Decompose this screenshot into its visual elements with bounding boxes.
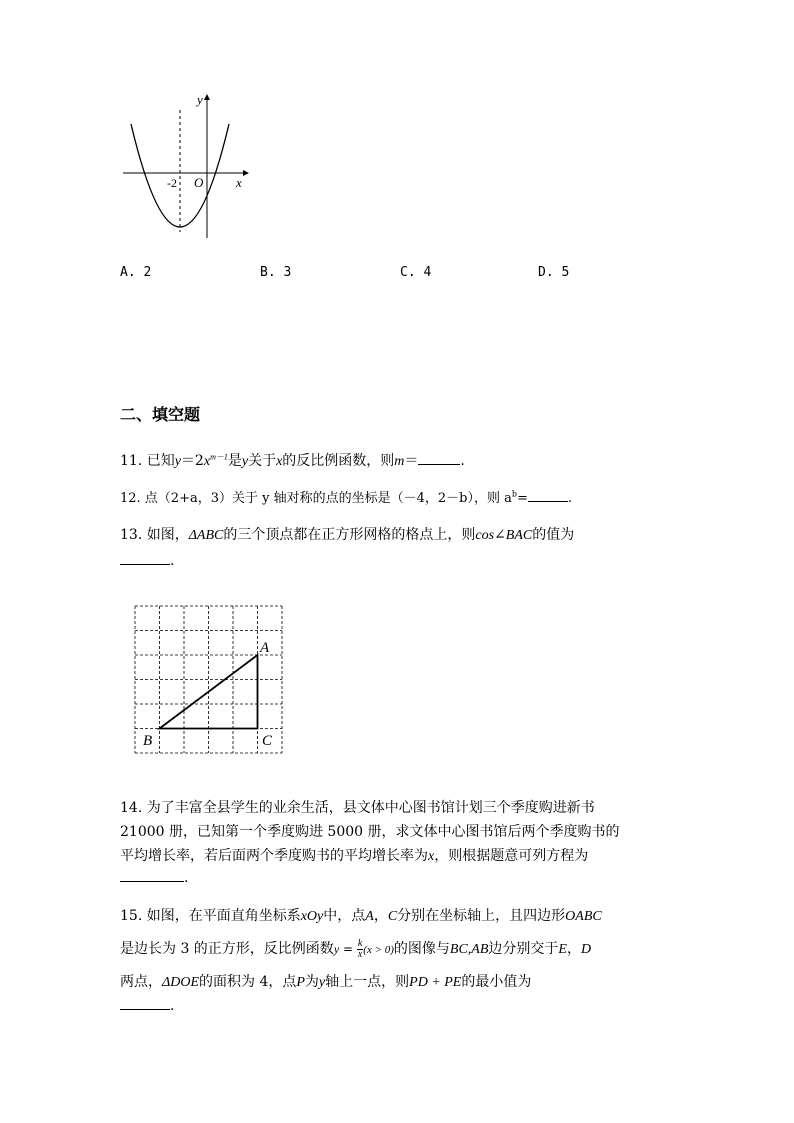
- q15-doe: ΔDOE: [162, 975, 199, 990]
- option-d: D. 5: [538, 265, 570, 280]
- q14-x: x: [428, 849, 435, 864]
- q11-mid2: 关于: [248, 453, 277, 469]
- question-13: [120, 524, 574, 544]
- q15-point-p: P: [296, 975, 305, 990]
- q12-sup: b: [511, 489, 517, 499]
- q15-l2c: 边分别交于: [488, 941, 559, 957]
- q11-mid: 是: [227, 453, 242, 469]
- q15-l1a: 15. 如图，在平面直角坐标系: [120, 908, 301, 924]
- q12-answer-blank[interactable]: [528, 489, 568, 502]
- q15-l2a: 是边长为 3 的正方形，反比例函数: [120, 941, 334, 957]
- q11-eq: ＝: [404, 453, 419, 469]
- grid-figure: [128, 600, 288, 756]
- q11-end: .: [460, 453, 465, 469]
- parabola-curve: [131, 124, 229, 227]
- q12-eq: =: [516, 491, 528, 506]
- q11-mid3: 的反比例函数，则: [282, 453, 395, 469]
- q15-point-d: D: [580, 942, 592, 957]
- q15-l3a: 两点，: [120, 974, 162, 990]
- q13-triangle: ΔABC: [188, 528, 224, 543]
- q15-l2b: 的图像与: [393, 941, 450, 957]
- q15-oabc: OABC: [565, 909, 602, 924]
- question-15-line3: [120, 971, 531, 991]
- question-14-line4: [120, 869, 188, 886]
- q15-bcab: BC,AB: [449, 942, 489, 957]
- question-12: [120, 487, 572, 506]
- q11-formula-eq: ＝2: [180, 453, 204, 469]
- question-15-line4: [120, 997, 174, 1014]
- q11-x: x: [276, 454, 283, 469]
- q15-point-a: A: [365, 909, 374, 924]
- q15-l3b: 的面积为 4，点: [199, 974, 297, 990]
- question-14-line1: 14. 为了丰富全县学生的业余生活，县文体中心图书馆计划三个季度购进新书: [120, 800, 595, 816]
- section-heading: 二、填空题: [120, 405, 201, 424]
- question-15-line1: [120, 905, 602, 925]
- option-c: C. 4: [400, 265, 432, 280]
- q11-m: m: [394, 454, 405, 469]
- q15-func-eq: =: [339, 942, 357, 956]
- q15-func-k: k: [357, 937, 363, 949]
- origin-label: O: [194, 175, 204, 190]
- q12-end: .: [567, 491, 573, 506]
- q13-end: 的值为: [532, 527, 575, 543]
- q11-formula-var: x: [203, 454, 211, 469]
- q15-comma1: ，: [373, 908, 388, 924]
- q13-prefix: 13. 如图，: [120, 527, 189, 543]
- question-13-line2: [120, 552, 174, 569]
- q14-line3a: 平均增长率，若后面两个季度购书的平均增长率为: [120, 848, 428, 864]
- q15-l3e: 的最小值为: [461, 974, 532, 990]
- q11-y: y: [241, 454, 249, 469]
- q15-comma2: ，: [566, 941, 581, 957]
- q15-func-cond: (x > 0): [363, 944, 394, 956]
- grid-lines: [135, 606, 282, 753]
- y-axis-arrow: [204, 94, 210, 100]
- q11-formula-lhs: y: [174, 454, 181, 469]
- x-axis-label: x: [236, 175, 242, 190]
- q13-answer-blank[interactable]: [120, 552, 170, 565]
- q15-xoy: xOy: [300, 909, 324, 924]
- parabola-figure: [115, 90, 255, 245]
- q12-text: 12. 点（2+a，3）关于 y 轴对称的点的坐标是（－4，2－b），则 a: [120, 491, 512, 506]
- q15-l3c: 为: [304, 974, 319, 990]
- x-axis-arrow: [243, 170, 249, 176]
- q15-l1c: 分别在坐标轴上，且四边形: [397, 908, 566, 924]
- tick-label: -2: [167, 176, 177, 190]
- q14-answer-blank[interactable]: [120, 869, 184, 882]
- option-a: A. 2: [120, 265, 152, 280]
- q14-end: .: [184, 870, 189, 886]
- q11-answer-blank[interactable]: [418, 452, 460, 465]
- question-14-line2: 21000 册，已知第一个季度购进 5000 册，求文体中心图书馆后两个季度购书的: [120, 824, 620, 840]
- option-b: B. 3: [260, 265, 292, 280]
- q13-end2: .: [170, 553, 175, 569]
- q14-line3b: ，则根据题意可列方程为: [434, 848, 589, 864]
- question-15-line2: [120, 938, 591, 960]
- q15-l3d: 轴上一点，则: [325, 974, 410, 990]
- q15-answer-blank[interactable]: [120, 997, 170, 1010]
- q11-prefix: 11. 已知: [120, 453, 175, 469]
- label-a: A: [260, 640, 270, 656]
- q15-point-c: C: [387, 909, 398, 924]
- q15-point-e: E: [558, 942, 567, 957]
- q15-func-y: y: [333, 942, 340, 956]
- q13-cos: cos∠BAC: [475, 528, 533, 543]
- q15-pdpe: PD + PE: [409, 975, 462, 990]
- label-c: C: [262, 733, 273, 749]
- q15-end: .: [170, 998, 175, 1014]
- q11-formula-exp: m－1: [210, 452, 228, 462]
- q15-func-x: x: [357, 948, 363, 960]
- q13-mid: 的三个顶点都在正方形网格的格点上，则: [223, 527, 476, 543]
- label-b: B: [143, 733, 153, 749]
- question-11: [120, 450, 465, 470]
- q15-y: y: [318, 975, 326, 990]
- q15-l1b: 中，点: [323, 908, 366, 924]
- y-axis-label: y: [197, 92, 203, 107]
- question-14-line3: [120, 845, 588, 865]
